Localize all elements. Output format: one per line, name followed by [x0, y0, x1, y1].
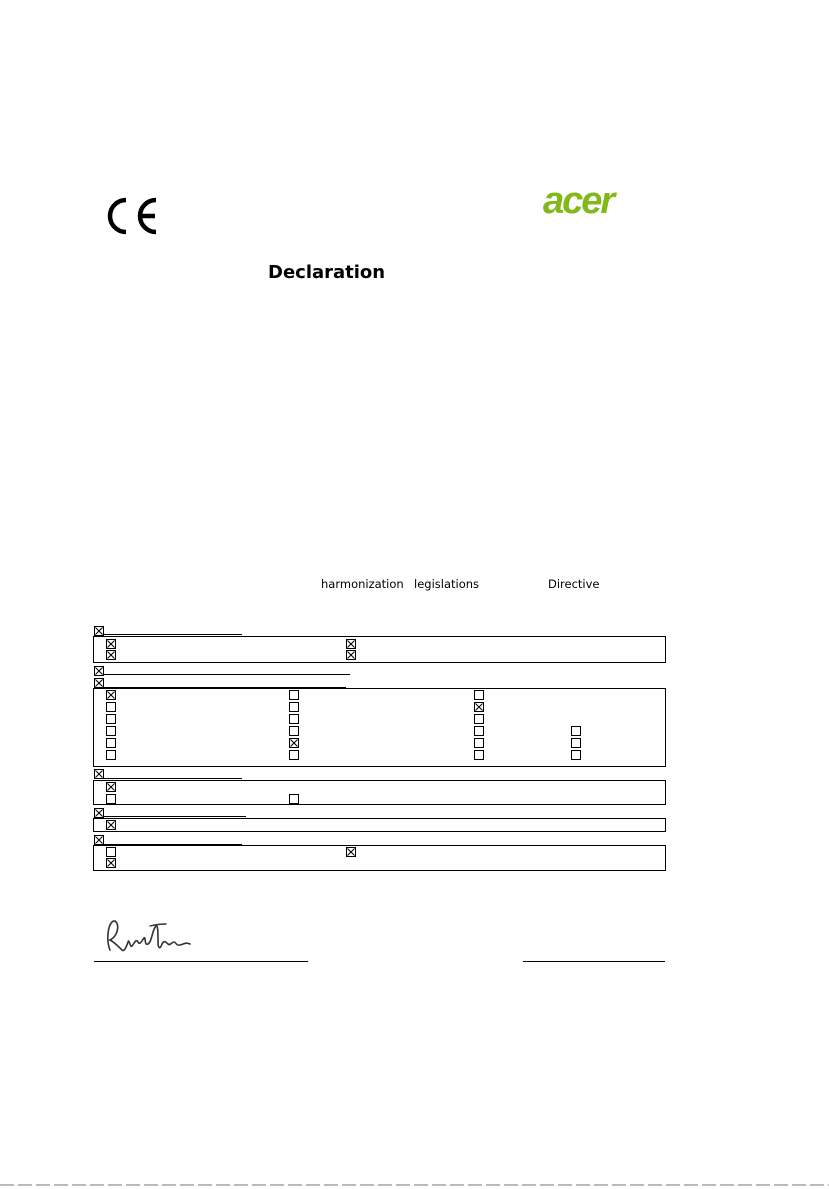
group4-box	[93, 780, 666, 805]
group3-c2-r5[interactable]	[289, 738, 299, 748]
group1-r1c1-checkbox[interactable]	[106, 639, 116, 649]
ce-mark-icon	[100, 196, 160, 236]
group4-r2[interactable]	[106, 794, 116, 804]
group3-c2-r6[interactable]	[289, 750, 299, 760]
group4-r2-extra[interactable]	[289, 794, 299, 804]
group3-c3-r6[interactable]	[474, 750, 484, 760]
group3-c3-r2[interactable]	[474, 702, 484, 712]
group1-checkbox[interactable]	[94, 626, 104, 636]
group5-box	[93, 818, 666, 832]
group3-c3-r5[interactable]	[474, 738, 484, 748]
group3-c1-r5[interactable]	[106, 738, 116, 748]
signature-image	[100, 912, 200, 960]
harmonization-text: harmonization	[321, 577, 404, 591]
group3-c1-r1[interactable]	[106, 690, 116, 700]
group1-box	[93, 636, 666, 663]
page-title: Declaration	[268, 262, 386, 283]
group3-c2-r3[interactable]	[289, 714, 299, 724]
group5-underline	[104, 816, 246, 817]
group1-r2c2-checkbox[interactable]	[346, 650, 356, 660]
group3-c1-r4[interactable]	[106, 726, 116, 736]
group3-c2-r2[interactable]	[289, 702, 299, 712]
group3-c3-r1[interactable]	[474, 690, 484, 700]
group6-r1[interactable]	[106, 847, 116, 857]
group3-c1-r6[interactable]	[106, 750, 116, 760]
group3-c4-r4[interactable]	[571, 726, 581, 736]
group6-r1-right[interactable]	[346, 847, 356, 857]
page-footer-dashes	[0, 1184, 829, 1186]
group3-checkbox[interactable]	[94, 678, 104, 688]
group3-c1-r2[interactable]	[106, 702, 116, 712]
group5-r1[interactable]	[106, 820, 116, 830]
group1-r1c2-checkbox[interactable]	[346, 639, 356, 649]
group4-r1[interactable]	[106, 782, 116, 792]
group6-r2[interactable]	[106, 858, 116, 868]
group4-underline	[104, 778, 242, 779]
group2-underline	[104, 674, 350, 675]
signature-line	[94, 961, 308, 962]
group2-checkbox[interactable]	[94, 666, 104, 676]
group3-c3-r4[interactable]	[474, 726, 484, 736]
group3-c2-r4[interactable]	[289, 726, 299, 736]
svg-text:acer: acer	[543, 186, 614, 218]
group3-c4-r6[interactable]	[571, 750, 581, 760]
group1-r2c1-checkbox[interactable]	[106, 650, 116, 660]
group3-c4-r5[interactable]	[571, 738, 581, 748]
group6-box	[93, 845, 666, 871]
group5-checkbox[interactable]	[94, 808, 104, 818]
group3-c3-r3[interactable]	[474, 714, 484, 724]
date-line	[523, 961, 665, 962]
group6-checkbox[interactable]	[94, 835, 104, 845]
directive-text: Directive	[548, 577, 600, 591]
acer-logo	[543, 186, 659, 218]
group4-checkbox[interactable]	[94, 769, 104, 779]
group3-c2-r1[interactable]	[289, 690, 299, 700]
group1-underline	[104, 634, 242, 635]
group3-c1-r3[interactable]	[106, 714, 116, 724]
legislations-text: legislations	[414, 577, 480, 591]
